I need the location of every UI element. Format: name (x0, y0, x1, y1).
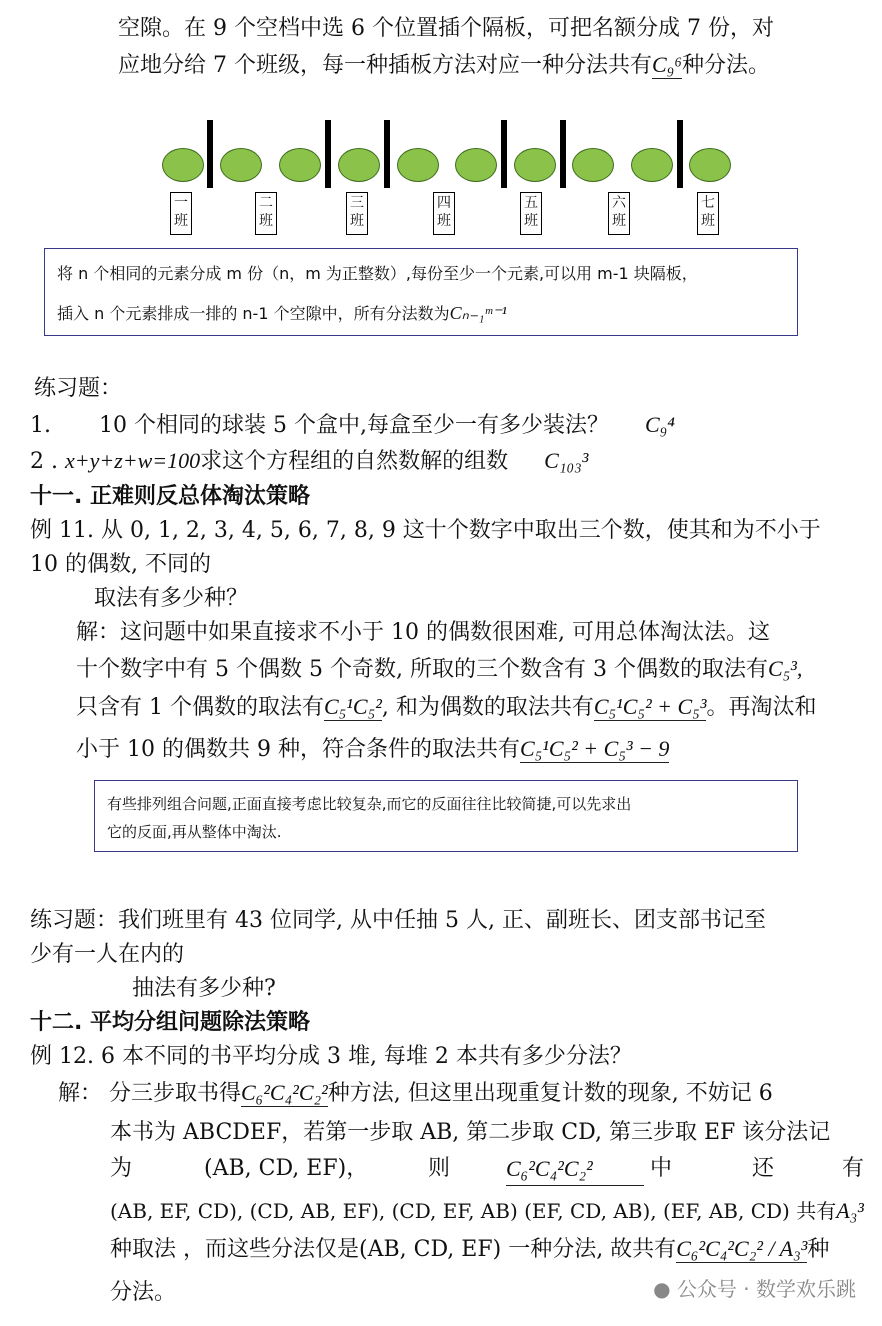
practice-q2-number: 2 . (30, 449, 58, 474)
intro-line-2-end: 种分法。 (681, 53, 770, 78)
solution-11-line-1: 解：这问题中如果直接求不小于 10 的偶数很困难, 可用总体淘汰法。这 (76, 620, 770, 645)
class-label-5: 五班 (520, 192, 542, 235)
solution-11-line-3-b: , 和为偶数的取法共有 (381, 695, 594, 720)
note-box-complement (94, 780, 798, 852)
practice-q1-text: 10 个相同的球装 5 个盒中,每盒至少一有多少装法？ (99, 413, 609, 438)
formula-cn1-m1: Cₙ₋₁ᵐ⁻¹ (449, 303, 507, 323)
ball-7 (514, 148, 556, 182)
formula-c6c4c2: C₆²C₄²C₂² (241, 1080, 328, 1105)
section-11-title: 十一. 正难则反总体淘汰策略 (30, 484, 311, 509)
solution-11-line-3 (76, 692, 816, 723)
practice-q2-equation: x+y+z+w=100 (64, 448, 201, 473)
divider-6 (677, 120, 683, 188)
solution-12-line-1-b: 种方法, 但这里出现重复计数的现象, 不妨记 6 (327, 1081, 773, 1106)
class-label-6: 六班 (608, 192, 630, 235)
example-11-line-1: 例 11. 从 0, 1, 2, 3, 4, 5, 6, 7, 8, 9 这十个数字中取出三个数，使其和为不小于 (30, 518, 821, 543)
practice-q1-number: 1. (30, 413, 51, 438)
divider-3 (384, 120, 390, 188)
class-label-4: 四班 (433, 192, 455, 235)
solution-11-line-4 (76, 734, 669, 765)
formula-c5-3: C₅³, (767, 656, 803, 681)
solution-12-line-5-a: 种取法 ，而这些分法仅是(AB, CD, EF) 一种分法, 故共有 (110, 1237, 677, 1262)
watermark (653, 1273, 856, 1302)
formula-a3-3: A₃³ (836, 1198, 864, 1223)
formula-even-sum: C₅¹C₅² + C₅³ (593, 694, 707, 719)
divider-1 (207, 120, 213, 188)
intro-line-1: 空隙。在 9 个空档中选 6 个位置插个隔板，可把名额分成 7 份，对 (118, 16, 774, 41)
ball-8 (572, 148, 614, 182)
divider-4 (501, 120, 507, 188)
note-box-complement-line-1: 有些排列组合问题,正面直接考虑比较复杂,而它的反面往往比较简捷,可以先求出 (107, 795, 632, 813)
intro-line-2-text: 应地分给 7 个班级，每一种插板方法对应一种分法共有 (118, 53, 652, 78)
solution-12-line-3-a: 为 (110, 1156, 133, 1181)
class-label-2: 二班 (255, 192, 277, 235)
solution-12-line-3-c: 则 (428, 1156, 451, 1181)
ball-5 (397, 148, 439, 182)
section-12-title: 十二. 平均分组问题除法策略 (30, 1010, 311, 1035)
formula-c5-1-c5-2: C₅¹C₅² (323, 694, 382, 719)
divider-2 (325, 120, 331, 188)
solution-12-line-1 (58, 1078, 773, 1109)
formula-final-answer-11: C₅¹C₅² + C₅³ − 9 (519, 736, 670, 761)
formula-c9-6: C₉⁶ (652, 52, 682, 77)
solution-11-line-2 (76, 654, 802, 685)
note-box-partition-line-2 (57, 301, 507, 324)
class-label-1: 一班 (170, 192, 192, 235)
practice-q1 (30, 410, 675, 441)
solution-12-line-3-f: 有 (842, 1156, 865, 1181)
formula-c6c4c2-repeat: C₆²C₄²C₂² (506, 1154, 644, 1186)
wechat-icon: ● (653, 1277, 671, 1301)
watermark-text: 公众号 · 数学欢乐跳 (676, 1277, 856, 1301)
note-box-partition-text: 插入 n 个元素排成一排的 n-1 个空隙中，所有分法数为 (57, 304, 450, 323)
practice-q2-text: 求这个方程组的自然数解的组数 (200, 449, 509, 474)
example-11-line-3: 取法有多少种？ (94, 586, 249, 611)
note-box-partition-line-1: 将 n 个相同的元素分成 m 份（n，m 为正整数）,每份至少一个元素,可以用 m-1 块隔板， (57, 264, 698, 283)
solution-11-line-3-a: 只含有 1 个偶数的取法有 (76, 695, 324, 720)
practice-2-line-1: 练习题：我们班里有 43 位同学, 从中任抽 5 人, 正、副班长、团支部书记至 (30, 908, 766, 933)
practice-2-line-2: 少有一人在内的 (30, 942, 185, 967)
example-12: 例 12. 6 本不同的书平均分成 3 堆, 每堆 2 本共有多少分法？ (30, 1044, 632, 1069)
ball-2 (220, 148, 262, 182)
solution-12-line-2: 本书为 ABCDEF，若第一步取 AB, 第二步取 CD, 第三步取 EF 该分法记 (110, 1120, 831, 1145)
ball-4 (338, 148, 380, 182)
practice-q2 (30, 446, 588, 477)
solution-12-line-4-text: (AB, EF, CD), (CD, AB, EF), (CD, EF, AB) (EF, CD, AB), (EF, AB, CD) 共有 (110, 1199, 837, 1223)
class-label-3: 三班 (346, 192, 368, 235)
note-box-partition (44, 248, 798, 336)
ball-1 (162, 148, 204, 182)
formula-final-answer-12: C₆²C₄²C₂² / A₃³ (676, 1236, 808, 1261)
practice-heading: 练习题： (34, 376, 123, 401)
ball-6 (455, 148, 497, 182)
example-11-line-2: 10 的偶数, 不同的 (30, 552, 211, 577)
practice-q1-answer: C₉⁴ (644, 412, 675, 437)
practice-2-line-3: 抽法有多少种? (132, 976, 276, 1001)
ball-10 (689, 148, 731, 182)
solution-11-line-2-text: 十个数字中有 5 个偶数 5 个奇数, 所取的三个数含有 3 个偶数的取法有 (76, 657, 768, 682)
ball-3 (279, 148, 321, 182)
divider-5 (560, 120, 566, 188)
solution-12-line-5-b: 种 (807, 1237, 830, 1262)
note-box-complement-line-2: 它的反面,再从整体中淘汰. (107, 823, 282, 841)
solution-12-line-3-d: 中 (650, 1156, 673, 1181)
solution-11-line-4-text: 小于 10 的偶数共 9 种，符合条件的取法共有 (76, 737, 520, 762)
solution-12-line-5 (110, 1234, 829, 1265)
solution-12-line-6: 分法。 (110, 1280, 177, 1305)
solution-11-line-3-c: 。再淘汰和 (706, 695, 817, 720)
practice-q2-answer: C₁₀₃³ (544, 448, 589, 473)
intro-line-2 (118, 50, 770, 81)
class-label-7: 七班 (697, 192, 719, 235)
solution-12-line-1-a: 解： 分三步取书得 (58, 1081, 241, 1106)
solution-12-line-4 (110, 1196, 864, 1227)
solution-12-line-3-b: (AB, CD, EF)， (204, 1156, 369, 1181)
ball-9 (631, 148, 673, 182)
solution-12-line-3-e: 还 (752, 1156, 775, 1181)
